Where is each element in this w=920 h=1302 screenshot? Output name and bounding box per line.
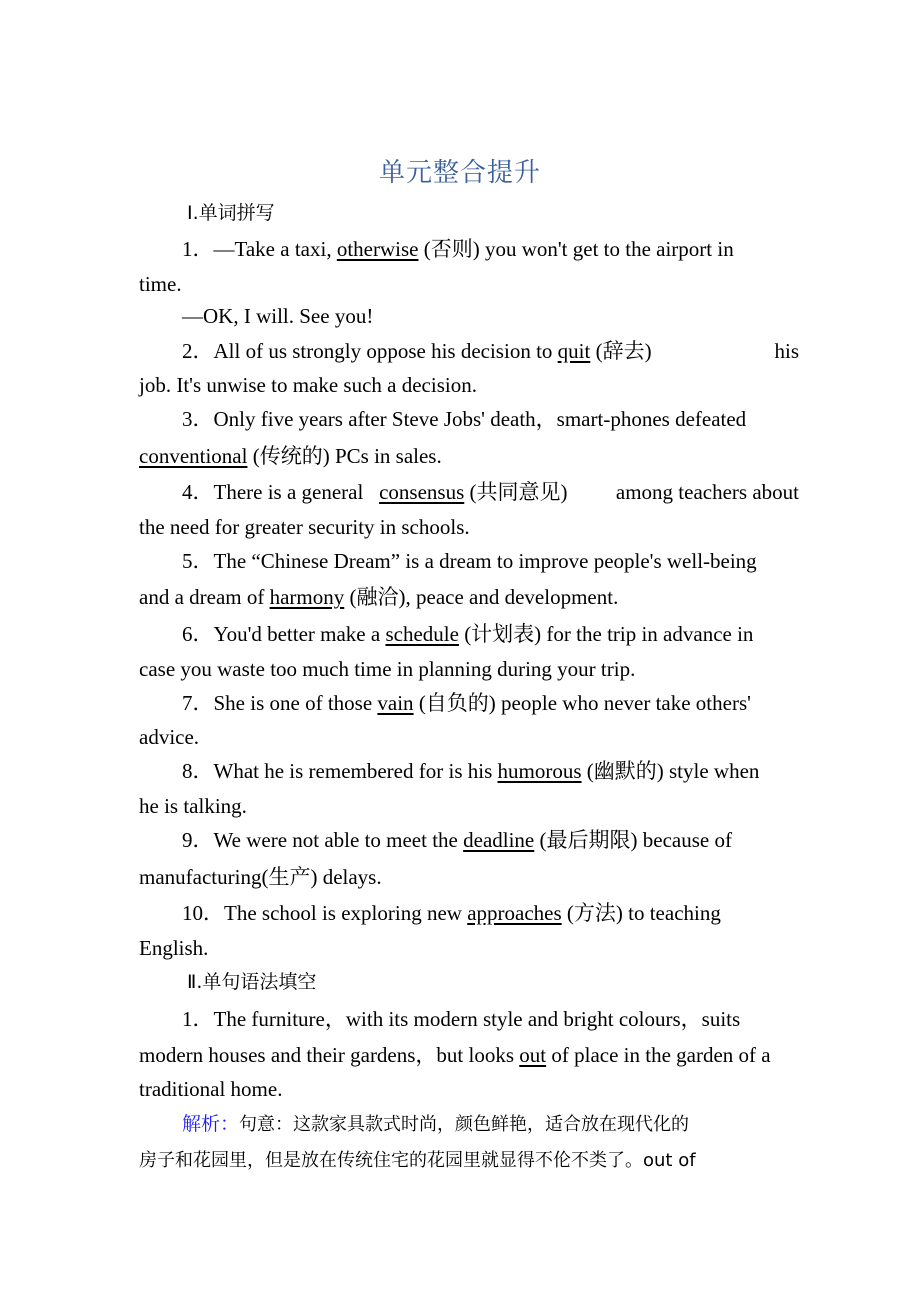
answer: consensus [379,480,465,504]
q1-line3: —OK, I will. See you! [182,304,374,328]
g1-line1: 1．The furniture，with its modern style and bright colours，suits [182,1007,741,1031]
q9-line2: manufacturing(生产) delays. [139,865,382,889]
answer: schedule [385,622,459,646]
q10-line2: English. [139,936,209,960]
section-heading-2: Ⅱ.单句语法填空 [187,971,317,993]
q6-line2: case you waste too much time in planning during your trip. [139,657,636,681]
q1-line2: time. [139,272,182,296]
answer: harmony [269,585,345,609]
q5-line1: 5．The “Chinese Dream” is a dream to improve people's well-being [182,549,757,573]
q4-line2: the need for greater security in schools. [139,515,470,539]
q2-line1: 2．All of us strongly oppose his decision to quit (辞去) his [182,339,799,363]
analysis-line2: 房子和花园里，但是放在传统住宅的花园里就显得不伦不类了。out of [139,1150,696,1171]
q10-line1: 10．The school is exploring new approaches (方法) to teaching [182,901,721,925]
q4-line1: 4．There is a general consensus (共同意见) among teachers about [182,480,799,504]
q3-line2: conventional (传统的) PCs in sales. [139,444,442,468]
q1-line1: 1．—Take a taxi, otherwise (否则) you won't get to the airport in [182,237,734,261]
g1-line2: modern houses and their gardens，but looks out of place in the garden of a [139,1043,771,1067]
q9-line1: 9．We were not able to meet the deadline (最后期限) because of [182,828,732,852]
page-title: 单元整合提升 [378,158,541,188]
q2-line2: job. It's unwise to make such a decision. [139,373,477,397]
g1-line3: traditional home. [139,1077,283,1101]
answer: out [519,1043,547,1067]
q5-line2: and a dream of harmony (融洽), peace and development. [139,585,619,609]
q7-line2: advice. [139,725,200,749]
answer: approaches [467,901,562,925]
q6-line1: 6．You'd better make a schedule (计划表) for the trip in advance in [182,622,754,646]
q3-line1: 3．Only five years after Steve Jobs' death，smart-phones defeated [182,407,747,431]
answer: otherwise [336,237,419,261]
answer: conventional [139,444,248,468]
answer: vain [377,691,414,715]
q8-line1: 8．What he is remembered for is his humorous (幽默的) style when [182,759,760,783]
section-heading-1: Ⅰ.单词拼写 [187,202,275,224]
analysis-label: 解析： [182,1113,240,1135]
answer: humorous [497,759,582,783]
q8-line2: he is talking. [139,794,247,818]
q7-line1: 7．She is one of those vain (自负的) people who never take others' [182,691,751,715]
answer: deadline [463,828,535,852]
answer: quit [557,339,591,363]
analysis-line1: 解析：句意：这款家具款式时尚，颜色鲜艳，适合放在现代化的 [182,1113,690,1135]
